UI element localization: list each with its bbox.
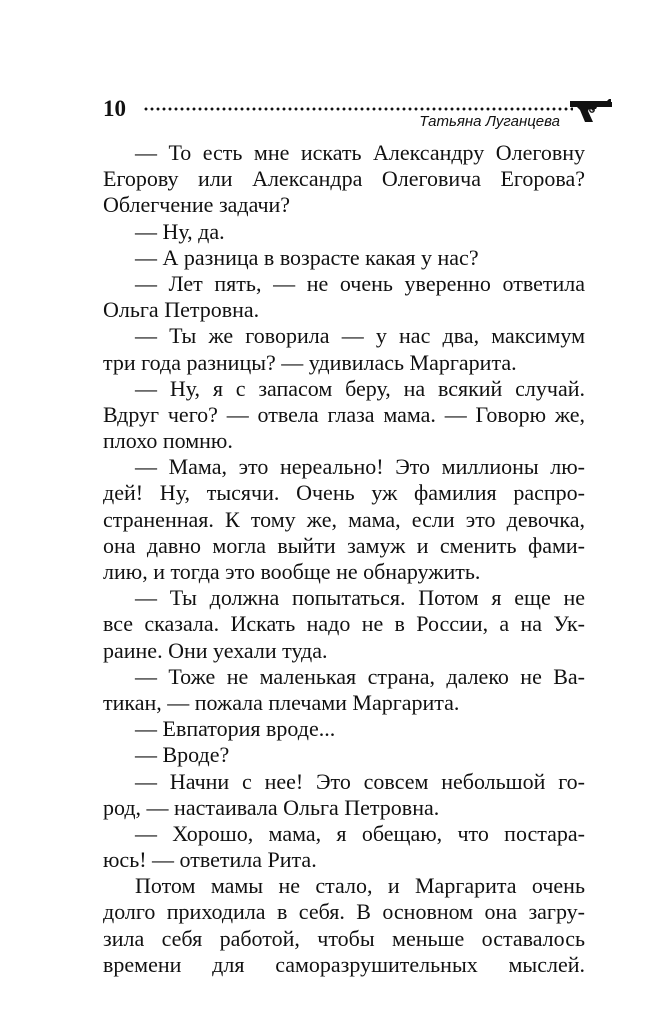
text-line: — То есть мне искать Александру Олеговну	[135, 140, 585, 165]
text-line: времени для саморазрушительных мыслей.	[103, 951, 585, 977]
text-line: Облегчение задачи?	[103, 192, 291, 218]
dotted-rule	[143, 107, 573, 111]
text-line: юсь! — ответила Рита.	[103, 847, 317, 873]
text-line: — Ты же говорила — у нас два, максимум	[135, 323, 585, 349]
text-line: — Начни с нее! Это совсем небольшой го-	[135, 768, 585, 794]
text-line: раине. Они уехали туда.	[103, 637, 328, 663]
author-name: Татьяна Луганцева	[419, 113, 560, 130]
text-line: долго приходила в себя. В основном она загру-	[103, 899, 585, 925]
running-header	[103, 96, 608, 130]
text-line: страненная. К тому же, мама, если это девочка,	[103, 506, 585, 532]
text-line: — Ну, я с запасом беру, на всякий случай.	[135, 375, 585, 401]
text-line: она давно могла выйти замуж и сменить фами-	[103, 532, 585, 558]
body-text	[103, 140, 585, 978]
text-line: Потом мамы не стало, и Маргарита очень	[135, 873, 585, 899]
text-line: дей! Ну, тысячи. Очень уж фамилия распро-	[103, 480, 585, 506]
text-line: плохо помню.	[103, 428, 233, 454]
text-line: Вдруг чего? — отвела глаза мама. — Говорю же,	[103, 401, 585, 427]
text-line: род, — настаивала Ольга Петровна.	[103, 794, 440, 820]
text-line: все сказала. Искать надо не в России, а на Ук-	[103, 611, 585, 637]
page-number: 10	[103, 96, 126, 121]
text-line: — Тоже не маленькая страна, далеко не Ва-	[135, 663, 585, 689]
text-line: — Ну, да.	[135, 218, 225, 244]
text-line: лию, и тогда это вообще не обнаружить.	[103, 559, 481, 584]
text-line: зила себя работой, чтобы меньше оставалось	[103, 925, 585, 951]
text-line: — А разница в возрасте какая у нас?	[135, 244, 479, 270]
text-line: тикан, — пожала плечами Маргарита.	[103, 689, 460, 715]
text-line: — Хорошо, мама, я обещаю, что постара-	[135, 820, 585, 846]
text-line: — Ты должна попытаться. Потом я еще не	[135, 585, 585, 611]
text-line: Егорову или Александра Олеговича Егорова?	[103, 166, 585, 192]
text-line: — Вроде?	[135, 742, 230, 768]
text-line: — Евпатория вроде...	[135, 716, 336, 742]
pistol-icon	[569, 98, 613, 124]
text-line: — Мама, это нереально! Это миллионы лю-	[135, 454, 585, 480]
text-line: — Лет пять, — не очень уверенно ответила	[135, 270, 585, 296]
text-line: три года разницы? — удивилась Маргарита.	[103, 349, 517, 375]
text-line: Ольга Петровна.	[103, 297, 260, 323]
